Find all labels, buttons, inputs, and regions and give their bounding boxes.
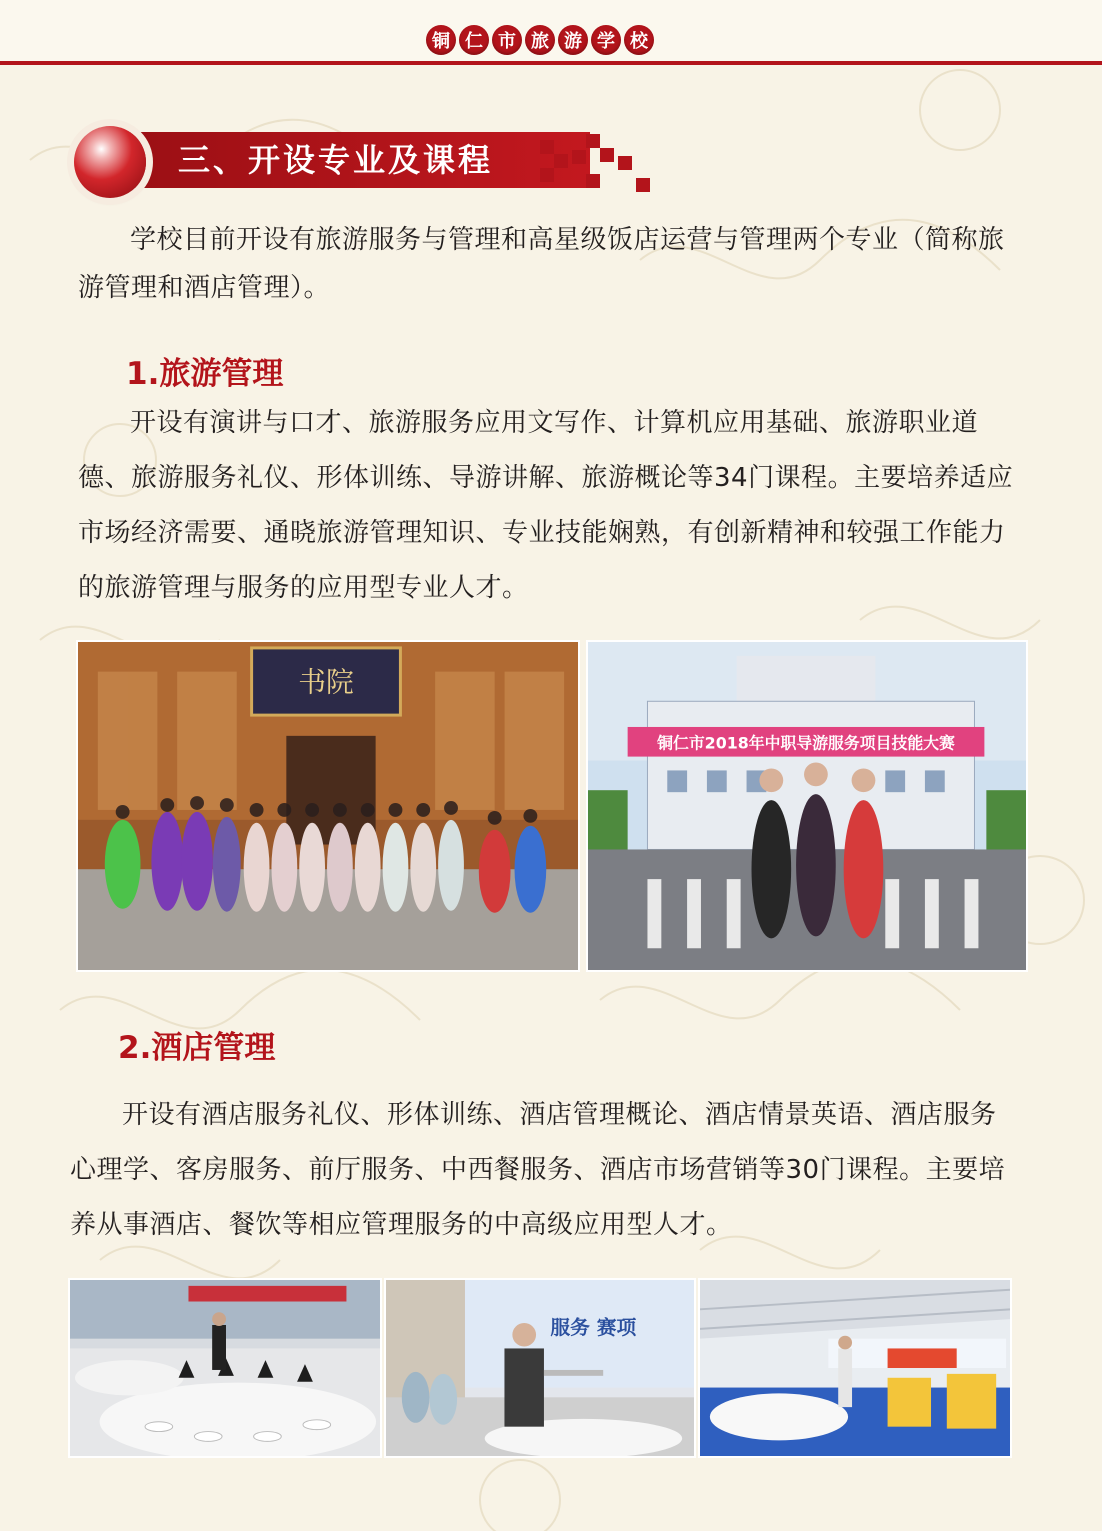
school-title-char: 旅 xyxy=(525,25,555,55)
decor-square xyxy=(618,156,632,170)
hotel-description: 开设有酒店服务礼仪、形体训练、酒店管理概论、酒店情景英语、酒店服务心理学、客房服务、前厅服务、中西餐服务、酒店市场营销等30门课程。主要培养从事酒店、餐饮等相应管理服务的中高级应用型人才。 xyxy=(70,1100,1006,1240)
hotel-heading: 2.酒店管理 xyxy=(118,1030,276,1066)
photo-group-graduates xyxy=(76,640,580,972)
photo-service-contest xyxy=(384,1278,696,1458)
tourism-description: 开设有演讲与口才、旅游服务应用文写作、计算机应用基础、旅游职业道德、旅游服务礼仪、形体训练、导游讲解、旅游概论等34门课程。主要培养适应市场经济需要、通晓旅游管理知识、专业技能娴熟，有创新精神和较强工作能力的旅游管理与服务的应用型专业人才。 xyxy=(78,408,1014,603)
section-intro: 学校目前开设有旅游服务与管理和高星级饭店运营与管理两个专业（简称旅游管理和酒店管理）。 xyxy=(78,225,1005,303)
decor-square xyxy=(636,178,650,192)
section-banner xyxy=(70,122,660,204)
section-title: 三、开设专业及课程 xyxy=(178,141,494,179)
decor-square xyxy=(540,168,554,182)
photo-banquet-hall xyxy=(68,1278,382,1458)
contest-board-text: 服务 赛项 xyxy=(550,1315,637,1339)
school-title-char: 市 xyxy=(492,25,522,55)
photo-tent-venue xyxy=(698,1278,1012,1458)
header-rule xyxy=(0,61,1102,65)
school-title-char: 游 xyxy=(558,25,588,55)
red-sphere-icon xyxy=(74,126,146,198)
tourism-heading: 1.旅游管理 xyxy=(126,356,284,392)
school-title xyxy=(426,25,654,55)
competition-banner-text: 铜仁市2018年中职导游服务项目技能大赛 xyxy=(657,733,955,753)
decor-square xyxy=(600,148,614,162)
page-header xyxy=(0,0,1102,70)
plaque-text: 书院 xyxy=(298,665,354,699)
decor-square xyxy=(586,134,600,148)
decor-square xyxy=(540,140,554,154)
school-title-char: 仁 xyxy=(459,25,489,55)
school-title-char: 铜 xyxy=(426,25,456,55)
photo-tour-guide-competition xyxy=(586,640,1028,972)
school-title-char: 校 xyxy=(624,25,654,55)
decor-square xyxy=(586,174,600,188)
decor-square xyxy=(572,150,586,164)
school-title-char: 学 xyxy=(591,25,621,55)
decor-square xyxy=(554,154,568,168)
